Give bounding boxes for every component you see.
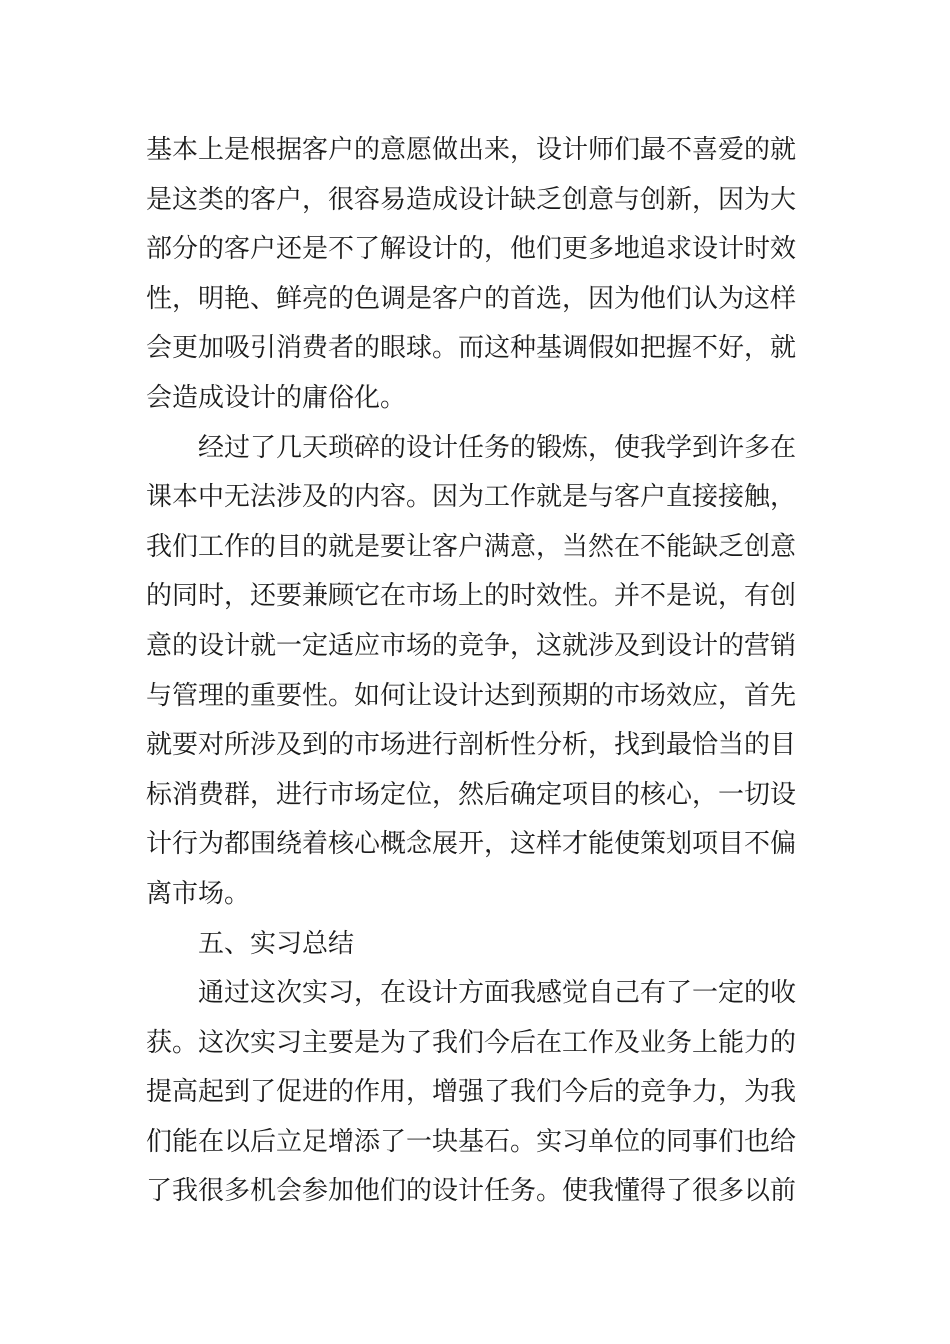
text-line: 性，明艳、鲜亮的色调是客户的首选，因为他们认为这样 — [146, 283, 797, 314]
text-line: 意的设计就一定适应市场的竞争，这就涉及到设计的营销 — [146, 630, 797, 661]
text-line: 课本中无法涉及的内容。因为工作就是与客户直接接触， — [146, 482, 797, 513]
text-line: 的同时，还要兼顾它在市场上的时效性。并不是说，有创 — [146, 581, 797, 612]
text-line: 会造成设计的庸俗化。 — [146, 382, 407, 413]
text-line: 部分的客户还是不了解设计的，他们更多地追求设计时效 — [146, 234, 797, 265]
text-line: 获。这次实习主要是为了我们今后在工作及业务上能力的 — [146, 1027, 797, 1058]
document-body — [146, 126, 806, 1217]
text-line: 标消费群，进行市场定位，然后确定项目的核心，一切设 — [146, 779, 797, 810]
text-line: 们能在以后立足增添了一块基石。实习单位的同事们也给 — [146, 1126, 797, 1157]
text-line: 与管理的重要性。如何让设计达到预期的市场效应，首先 — [146, 680, 797, 711]
text-line: 计行为都围绕着核心概念展开，这样才能使策划项目不偏 — [146, 829, 797, 860]
text-line: 离市场。 — [146, 878, 251, 909]
text-line: 了我很多机会参加他们的设计任务。使我懂得了很多以前 — [146, 1176, 797, 1207]
text-line: 是这类的客户，很容易造成设计缺乏创意与创新，因为大 — [146, 184, 797, 215]
text-line: 会更加吸引消费者的眼球。而这种基调假如把握不好，就 — [146, 333, 797, 364]
text-line: 我们工作的目的就是要让客户满意，当然在不能缺乏创意 — [146, 531, 797, 562]
text-line: 就要对所涉及到的市场进行剖析性分析，找到最恰当的目 — [146, 730, 797, 761]
paragraph-start-line: 经过了几天琐碎的设计任务的锻炼，使我学到许多在 — [198, 432, 797, 463]
text-line: 基本上是根据客户的意愿做出来，设计师们最不喜爱的就 — [146, 135, 797, 165]
paragraph-start-line: 通过这次实习，在设计方面我感觉自己有了一定的收 — [198, 978, 797, 1009]
section-heading: 五、实习总结 — [198, 928, 355, 959]
text-line: 提高起到了促进的作用，增强了我们今后的竞争力，为我 — [146, 1077, 797, 1108]
